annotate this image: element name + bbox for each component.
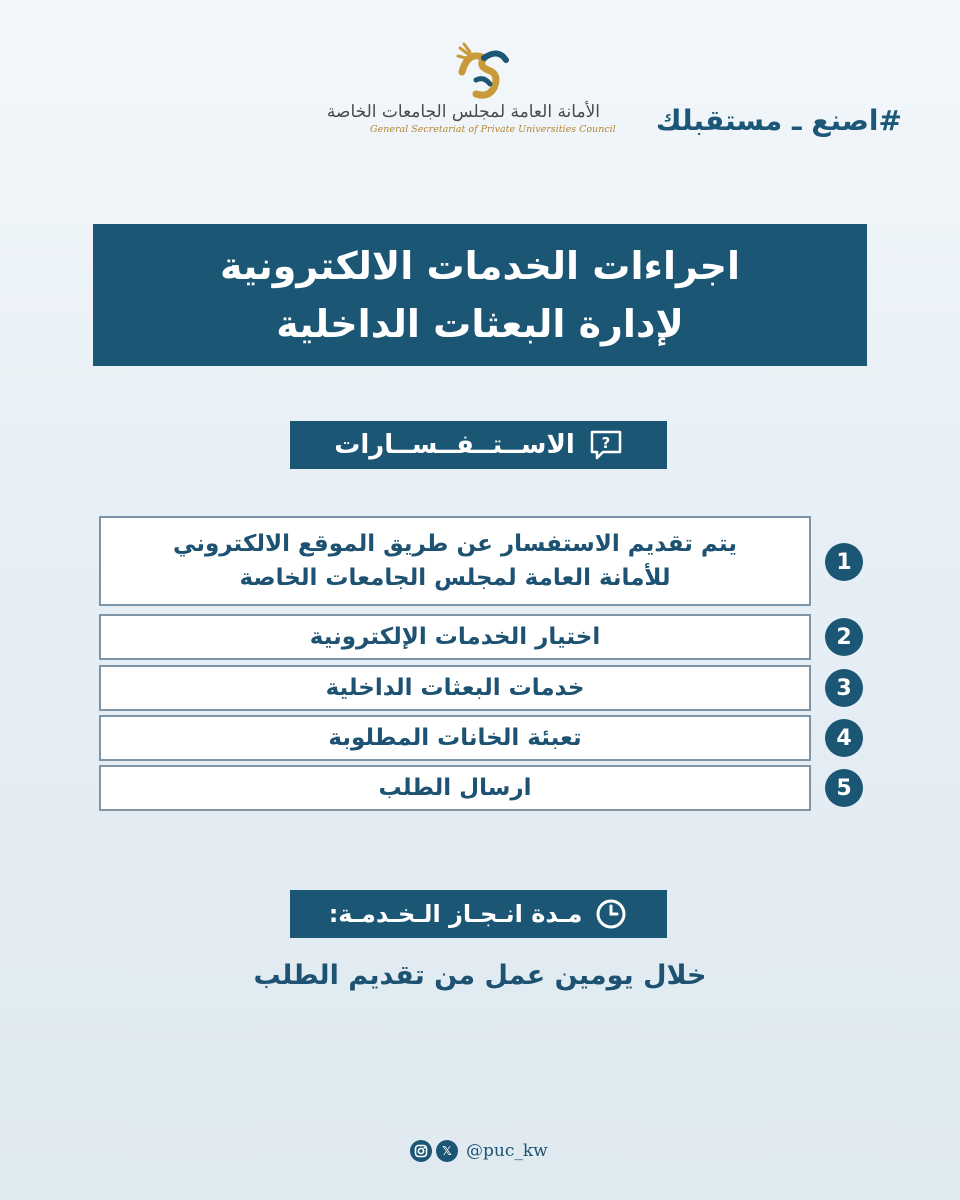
step-3-box [99,665,811,711]
svg-text:?: ? [601,434,611,452]
step-2-text: اختيار الخدمات الإلكترونية [309,624,601,650]
hashtag: #اصنع ـ مستقبلك [655,104,902,137]
page-title-line-2: لإدارة البعثات الداخلية [276,302,684,346]
inquiries-label: الاســتــفــســارات [334,430,575,460]
step-1-box [99,516,811,606]
x-icon[interactable]: 𝕏 [436,1140,458,1162]
step-4-text: تعبئة الخانات المطلوبة [328,725,582,751]
step-3-number: 3 [825,669,863,707]
step-5-number: 5 [825,769,863,807]
step-3-text: خدمات البعثات الداخلية [325,675,585,701]
social-handle[interactable]: @puc_kw [466,1141,548,1161]
page-title-banner [93,224,867,366]
step-5-text: ارسال الطلب [378,775,532,801]
step-5-box [99,765,811,811]
step-1-number: 1 [825,543,863,581]
step-2-box [99,614,811,660]
question-chat-icon [589,429,623,461]
step-1-line-1: يتم تقديم الاستفسار عن طريق الموقع الالكتروني [173,531,737,557]
logo-arabic-name: الأمانة العامة لمجلس الجامعات الخاصة [326,102,600,122]
step-2-number: 2 [825,618,863,656]
logo-mark-icon [454,40,516,100]
inquiries-section-header [290,421,667,469]
step-4-number: 4 [825,719,863,757]
step-1-line-2: للأمانة العامة لمجلس الجامعات الخاصة [239,565,671,591]
duration-label: مـدة انـجـاز الـخـدمـة: [328,900,583,928]
instagram-icon[interactable] [410,1140,432,1162]
duration-section-header [290,890,667,938]
step-4-box [99,715,811,761]
social-handles [410,1137,548,1165]
organization-logo [326,40,616,160]
logo-english-name: General Secretariat of Private Universities Council [370,124,616,135]
clock-icon [594,897,628,931]
page-title-line-1: اجراءات الخدمات الالكترونية [219,244,741,288]
duration-value: خلال يومين عمل من تقديم الطلب [253,960,707,991]
